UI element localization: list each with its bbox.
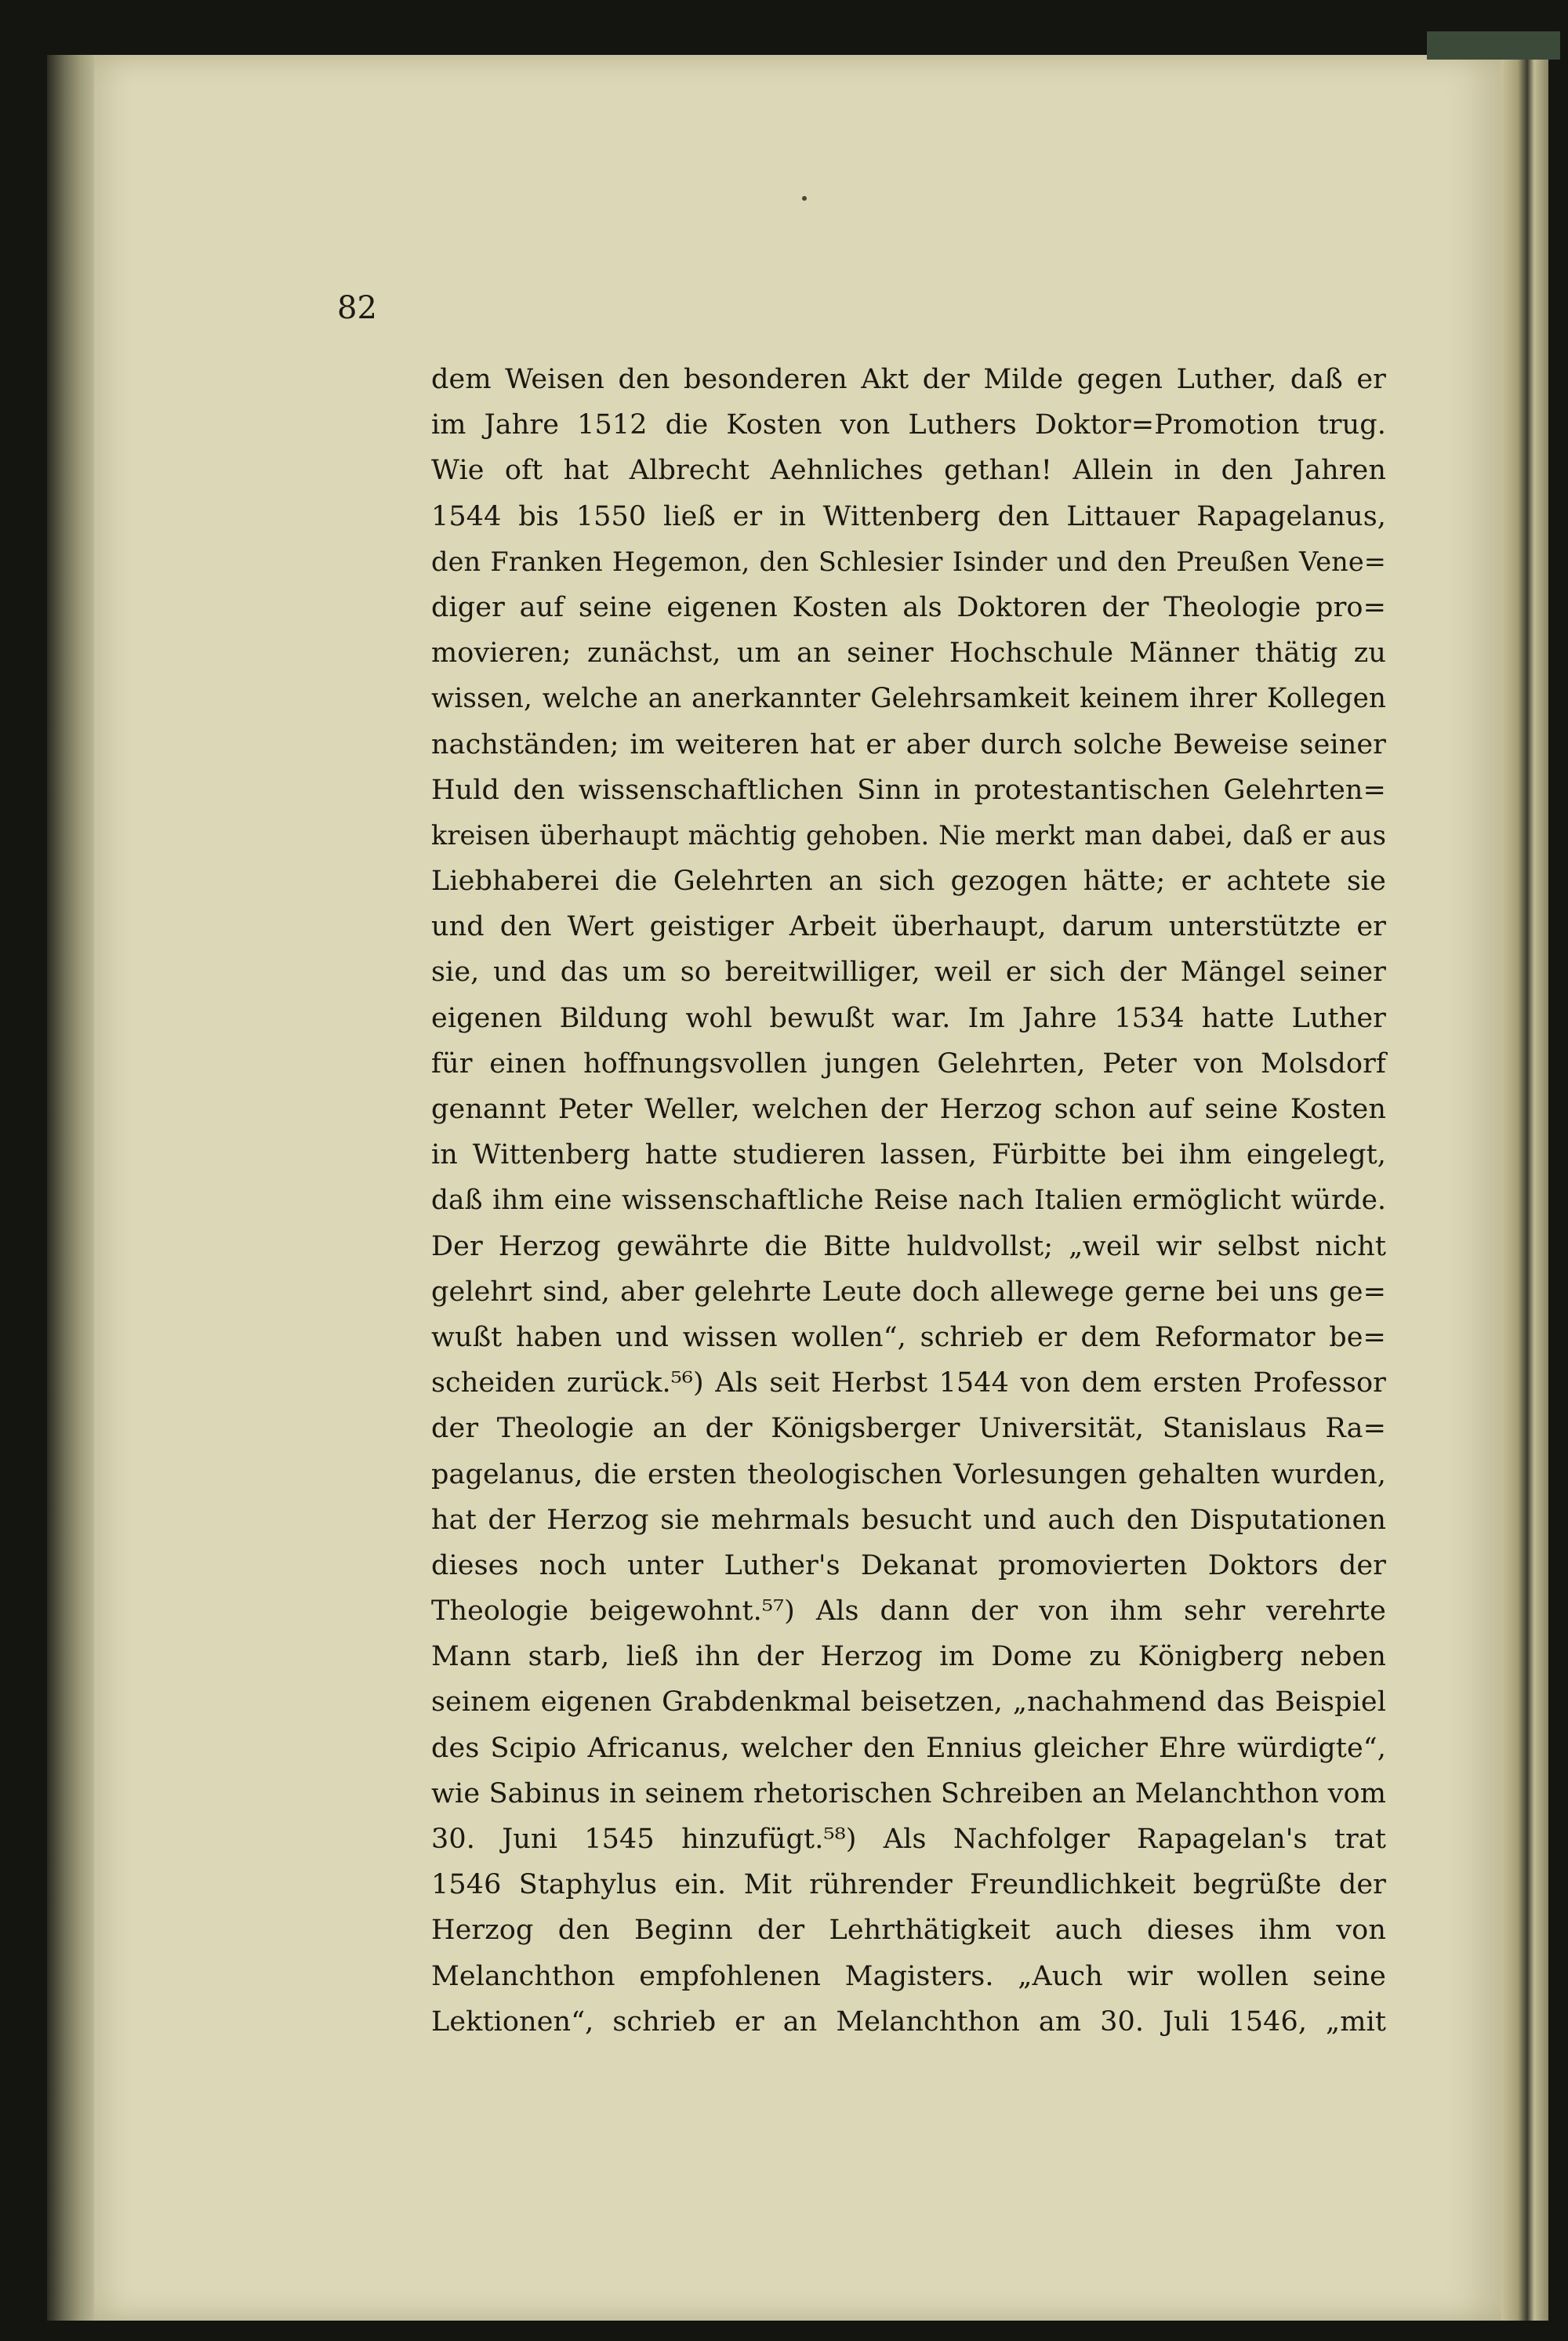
page-number: 82	[337, 290, 377, 326]
text-line: 30. Juni 1545 hinzufügt.⁵⁸) Als Nachfolger Rapagelan's trat	[431, 1824, 1386, 1855]
text-line: Liebhaberei die Gelehrten an sich gezogen hätte; er achtete sie	[431, 866, 1386, 898]
text-line: der Theologie an der Königsberger Universität, Stanislaus Ra=	[431, 1413, 1386, 1445]
text-line: Mann starb, ließ ihn der Herzog im Dome zu Königberg neben	[431, 1641, 1386, 1673]
paper-speck	[802, 196, 807, 201]
text-line: gelehrt sind, aber gelehrte Leute doch allewege gerne bei uns ge=	[431, 1276, 1386, 1308]
text-line: seinem eigenen Grabdenkmal beisetzen, „nachahmend das Beispiel	[431, 1686, 1386, 1719]
book-right-edge	[1501, 55, 1548, 2321]
text-line: nachständen; im weiteren hat er aber durch solche Beweise seiner	[431, 728, 1386, 760]
text-line: Huld den wissenschaftlichen Sinn in protestantischen Gelehrten=	[431, 774, 1386, 806]
text-line: Wie oft hat Albrecht Aehnliches gethan! Allein in den Jahren	[431, 455, 1386, 487]
text-line: wissen, welche an anerkannter Gelehrsamkeit keinem ihrer Kollegen	[431, 683, 1386, 715]
text-line: dieses noch unter Luther's Dekanat promovierten Doktors der	[431, 1549, 1386, 1581]
text-line: in Wittenberg hatte studieren lassen, Fürbitte bei ihm eingelegt,	[431, 1139, 1386, 1171]
text-line: movieren; zunächst, um an seiner Hochschule Männer thätig zu	[431, 637, 1386, 670]
text-line: eigenen Bildung wohl bewußt war. Im Jahre 1534 hatte Luther	[431, 1002, 1386, 1034]
text-line: im Jahre 1512 die Kosten von Luthers Doktor=Promotion trug.	[431, 409, 1386, 441]
text-line: Melanchthon empfohlenen Magisters. „Auch wir wollen seine	[431, 1960, 1386, 1992]
text-line: und den Wert geistiger Arbeit überhaupt, darum unterstützte er	[431, 911, 1386, 943]
text-line: scheiden zurück.⁵⁶) Als seit Herbst 1544 von dem ersten Professor	[431, 1367, 1386, 1399]
text-line: hat der Herzog sie mehrmals besucht und auch den Disputationen	[431, 1504, 1386, 1536]
text-line: den Franken Hegemon, den Schlesier Isinder und den Preußen Vene=	[431, 546, 1386, 577]
body-text	[431, 357, 1386, 2045]
text-line: kreisen überhaupt mächtig gehoben. Nie merkt man dabei, daß er aus	[431, 819, 1386, 851]
text-line: dem Weisen den besonderen Akt der Milde gegen Luther, daß er	[431, 364, 1386, 395]
text-line: 1546 Staphylus ein. Mit rührender Freundlichkeit begrüßte der	[431, 1869, 1386, 1901]
text-line: 1544 bis 1550 ließ er in Wittenberg den Littauer Rapagelanus,	[431, 500, 1386, 532]
text-line: Der Herzog gewährte die Bitte huldvollst; „weil wir selbst nicht	[431, 1230, 1386, 1262]
text-line: Theologie beigewohnt.⁵⁷) Als dann der von ihm sehr verehrte	[431, 1595, 1386, 1628]
text-line: des Scipio Africanus, welcher den Ennius gleicher Ehre würdigte“,	[431, 1732, 1386, 1764]
text-line: für einen hoffnungsvollen jungen Gelehrten, Peter von Molsdorf	[431, 1047, 1386, 1080]
text-line: sie, und das um so bereitwilliger, weil er sich der Mängel seiner	[431, 956, 1386, 989]
text-line: diger auf seine eigenen Kosten als Doktoren der Theologie pro=	[431, 591, 1386, 623]
text-line: Lektionen“, schrieb er an Melanchthon am 30. Juli 1546, „mit	[431, 2005, 1386, 2038]
text-line: pagelanus, die ersten theologischen Vorlesungen gehalten wurden,	[431, 1458, 1386, 1490]
text-line: daß ihm eine wissenschaftliche Reise nach Italien ermöglicht würde.	[431, 1185, 1386, 1217]
text-line: genannt Peter Weller, welchen der Herzog schon auf seine Kosten	[431, 1094, 1386, 1125]
text-line: Herzog den Beginn der Lehrthätigkeit auch dieses ihm von	[431, 1915, 1386, 1947]
text-line: wußt haben und wissen wollen“, schrieb er dem Reformator be=	[431, 1321, 1386, 1353]
bookmark-ribbon	[1427, 31, 1560, 60]
text-line: wie Sabinus in seinem rhetorischen Schreiben an Melanchthon vom	[431, 1777, 1386, 1809]
